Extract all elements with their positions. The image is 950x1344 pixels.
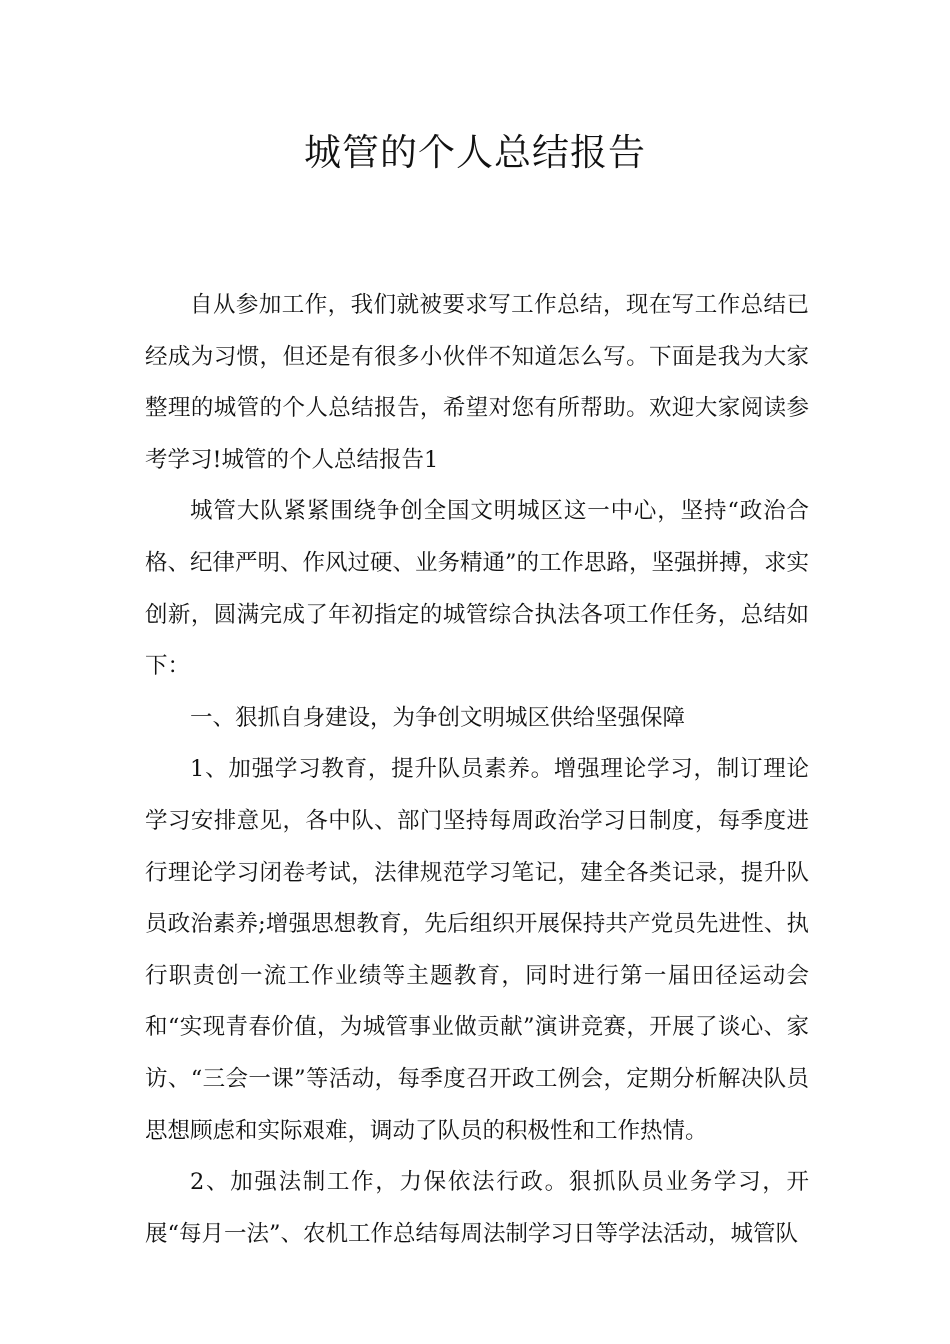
section-heading-1: 一、狠抓自身建设，为争创文明城区供给坚强保障 (190, 704, 686, 731)
document-title: 城管的个人总结报告 (304, 131, 646, 174)
paragraph-study-education: 1、加强学习教育，提升队员素养。增强理论学习，制订理论学习安排意见，各中队、部门坚持每周政治学习日制度，每季度进行理论学习闭卷考试，法律规范学习笔记，建全各类记录，提升队员政治素养;增强思想教育，先后组织开展保持共产党员先进性、执行职责创一流工作业绩等主题教育，同时进行第一届田径运动会和“实现青春价值，为城管事业做贡献”演讲竞赛，开展了谈心、家访、“三会一课”等活动，每季度召开政工例会，定期分析解决队员思想顾虑和实际艰难，调动了队员的积极性和工作热情。 (145, 756, 809, 1144)
paragraph-intro: 自从参加工作，我们就被要求写工作总结，现在写工作总结已经成为习惯，但还是有很多小伙伴不知道怎么写。下面是我为大家整理的城管的个人总结报告，希望对您有所帮助。欢迎大家阅读参考学习!城管的个人总结报告1 (145, 292, 809, 473)
document-body (145, 280, 809, 1260)
paragraph-legal-work: 2、加强法制工作，力保依法行政。狠抓队员业务学习，开展“每月一法”、农机工作总结每周法制学习日等学法活动，城管队 (145, 1169, 809, 1247)
paragraph-overview: 城管大队紧紧围绕争创全国文明城区这一中心，坚持“政治合格、纪律严明、作风过硬、业务精通”的工作思路，坚强拼搏，求实创新，圆满完成了年初指定的城管综合执法各项工作任务，总结如下： (145, 498, 810, 680)
